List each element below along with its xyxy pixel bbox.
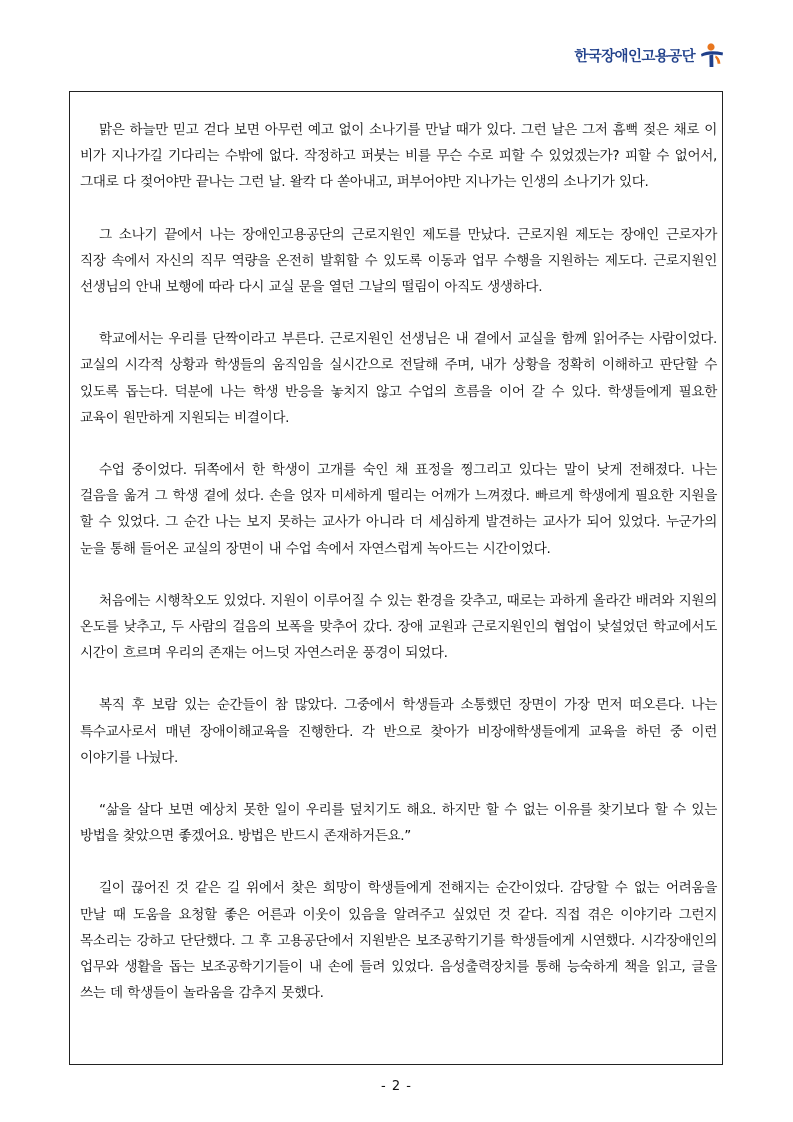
paragraph: 처음에는 시행착오도 있었다. 지원이 이루어질 수 있는 환경을 갖추고, 때로는 과하게 올라간 배려와 지원의 온도를 낮추고, 두 사람의 걸음의 보폭을 맞추어 갔다. 장애 교원과 근로지원인의 협업이 낯설었던 학교에서도 시간이 흐르며 우리의 존재는 어느덧 자연스러운 풍경이 되었다. bbox=[80, 592, 717, 662]
essay-body bbox=[80, 117, 717, 1032]
paragraph: 복직 후 보람 있는 순간들이 참 많았다. 그중에서 학생들과 소통했던 장면이 가장 먼저 떠오른다. 나는 특수교사로서 매년 장애이해교육을 진행한다. 각 반으로 찾아가 비장애학생들에게 교육을 하던 중 이런 이야기를 나눴다. bbox=[80, 697, 717, 766]
paragraph: 그 소나기 끝에서 나는 장애인고용공단의 근로지원인 제도를 만났다. 근로지원 제도는 장애인 근로자가 직장 속에서 자신의 직무 역량을 온전히 발휘할 수 있도록 이동과 업무 수행을 지원하는 제도다. 근로지원인 선생님의 안내 보행에 따라 다시 교실 문을 열던 그날의 떨림이 아직도 생생하다. bbox=[80, 226, 717, 296]
page-number: - 2 - bbox=[381, 1079, 412, 1094]
quote-paragraph: “삶을 살다 보면 예상치 못한 일이 우리를 덮치기도 해요. 하지만 할 수 없는 이유를 찾기보다 할 수 있는 방법을 찾았으면 좋겠어요. 방법은 반드시 존재하거든요.” bbox=[80, 802, 717, 845]
paragraph: 길이 끊어진 것 같은 길 위에서 찾은 희망이 학생들에게 전해지는 순간이었다. 감당할 수 없는 어려움을 만날 때 도움을 요청할 좋은 어른과 이웃이 있음을 알려주고 싶었던 것 같다. 직접 겪은 이야기라 그런지 목소리는 강하고 단단했다. 그 후 고용공단에서 지원받은 보조공학기기를 학생들에게 시연했다. 시각장애인의 업무와 생활을 돕는 보조공학기기들이 내 손에 들려 있었다. 음성출력장치를 통해 능숙하게 책을 읽고, 글을 쓰는 데 학생들이 놀라움을 감추지 못했다. bbox=[80, 880, 717, 1002]
kead-logo-icon bbox=[699, 42, 725, 68]
header-logo bbox=[574, 42, 725, 68]
paragraph: 학교에서는 우리를 단짝이라고 부른다. 근로지원인 선생님은 내 곁에서 교실을 함께 읽어주는 사람이었다. 교실의 시각적 상황과 학생들의 움직임을 실시간으로 전달해 주며, 내가 상황을 정확히 이해하고 판단할 수 있도록 돕는다. 덕분에 나는 학생 반응을 놓치지 않고 수업의 흐름을 이어 갈 수 있다. 학생들에게 필요한 교육이 원만하게 지원되는 비결이다. bbox=[80, 331, 717, 426]
paragraph: 맑은 하늘만 믿고 걷다 보면 아무런 예고 없이 소나기를 만날 때가 있다. 그런 날은 그저 흠뻑 젖은 채로 이 비가 지나가길 기다리는 수밖에 없다. 작정하고 퍼붓는 비를 무슨 수로 피할 수 있었겠는가? 피할 수 없어서, 그대로 다 젖어야만 끝나는 그런 날. 왈칵 다 쏟아내고, 퍼부어야만 지나가는 인생의 소나기가 있다. bbox=[80, 122, 717, 191]
organization-name: 한국장애인고용공단 bbox=[574, 48, 695, 65]
paragraph: 수업 중이었다. 뒤쪽에서 한 학생이 고개를 숙인 채 표정을 찡그리고 있다는 말이 낮게 전해졌다. 나는 걸음을 옮겨 그 학생 곁에 섰다. 손을 얹자 미세하게 떨리는 어깨가 느껴졌다. 빠르게 학생에게 필요한 지원을 할 수 있었다. 그 순간 나는 보지 못하는 교사가 아니라 더 세심하게 발견하는 교사가 되어 있었다. 누군가의 눈을 통해 들어온 교실의 장면이 내 수업 속에서 자연스럽게 녹아드는 시간이었다. bbox=[80, 462, 717, 557]
